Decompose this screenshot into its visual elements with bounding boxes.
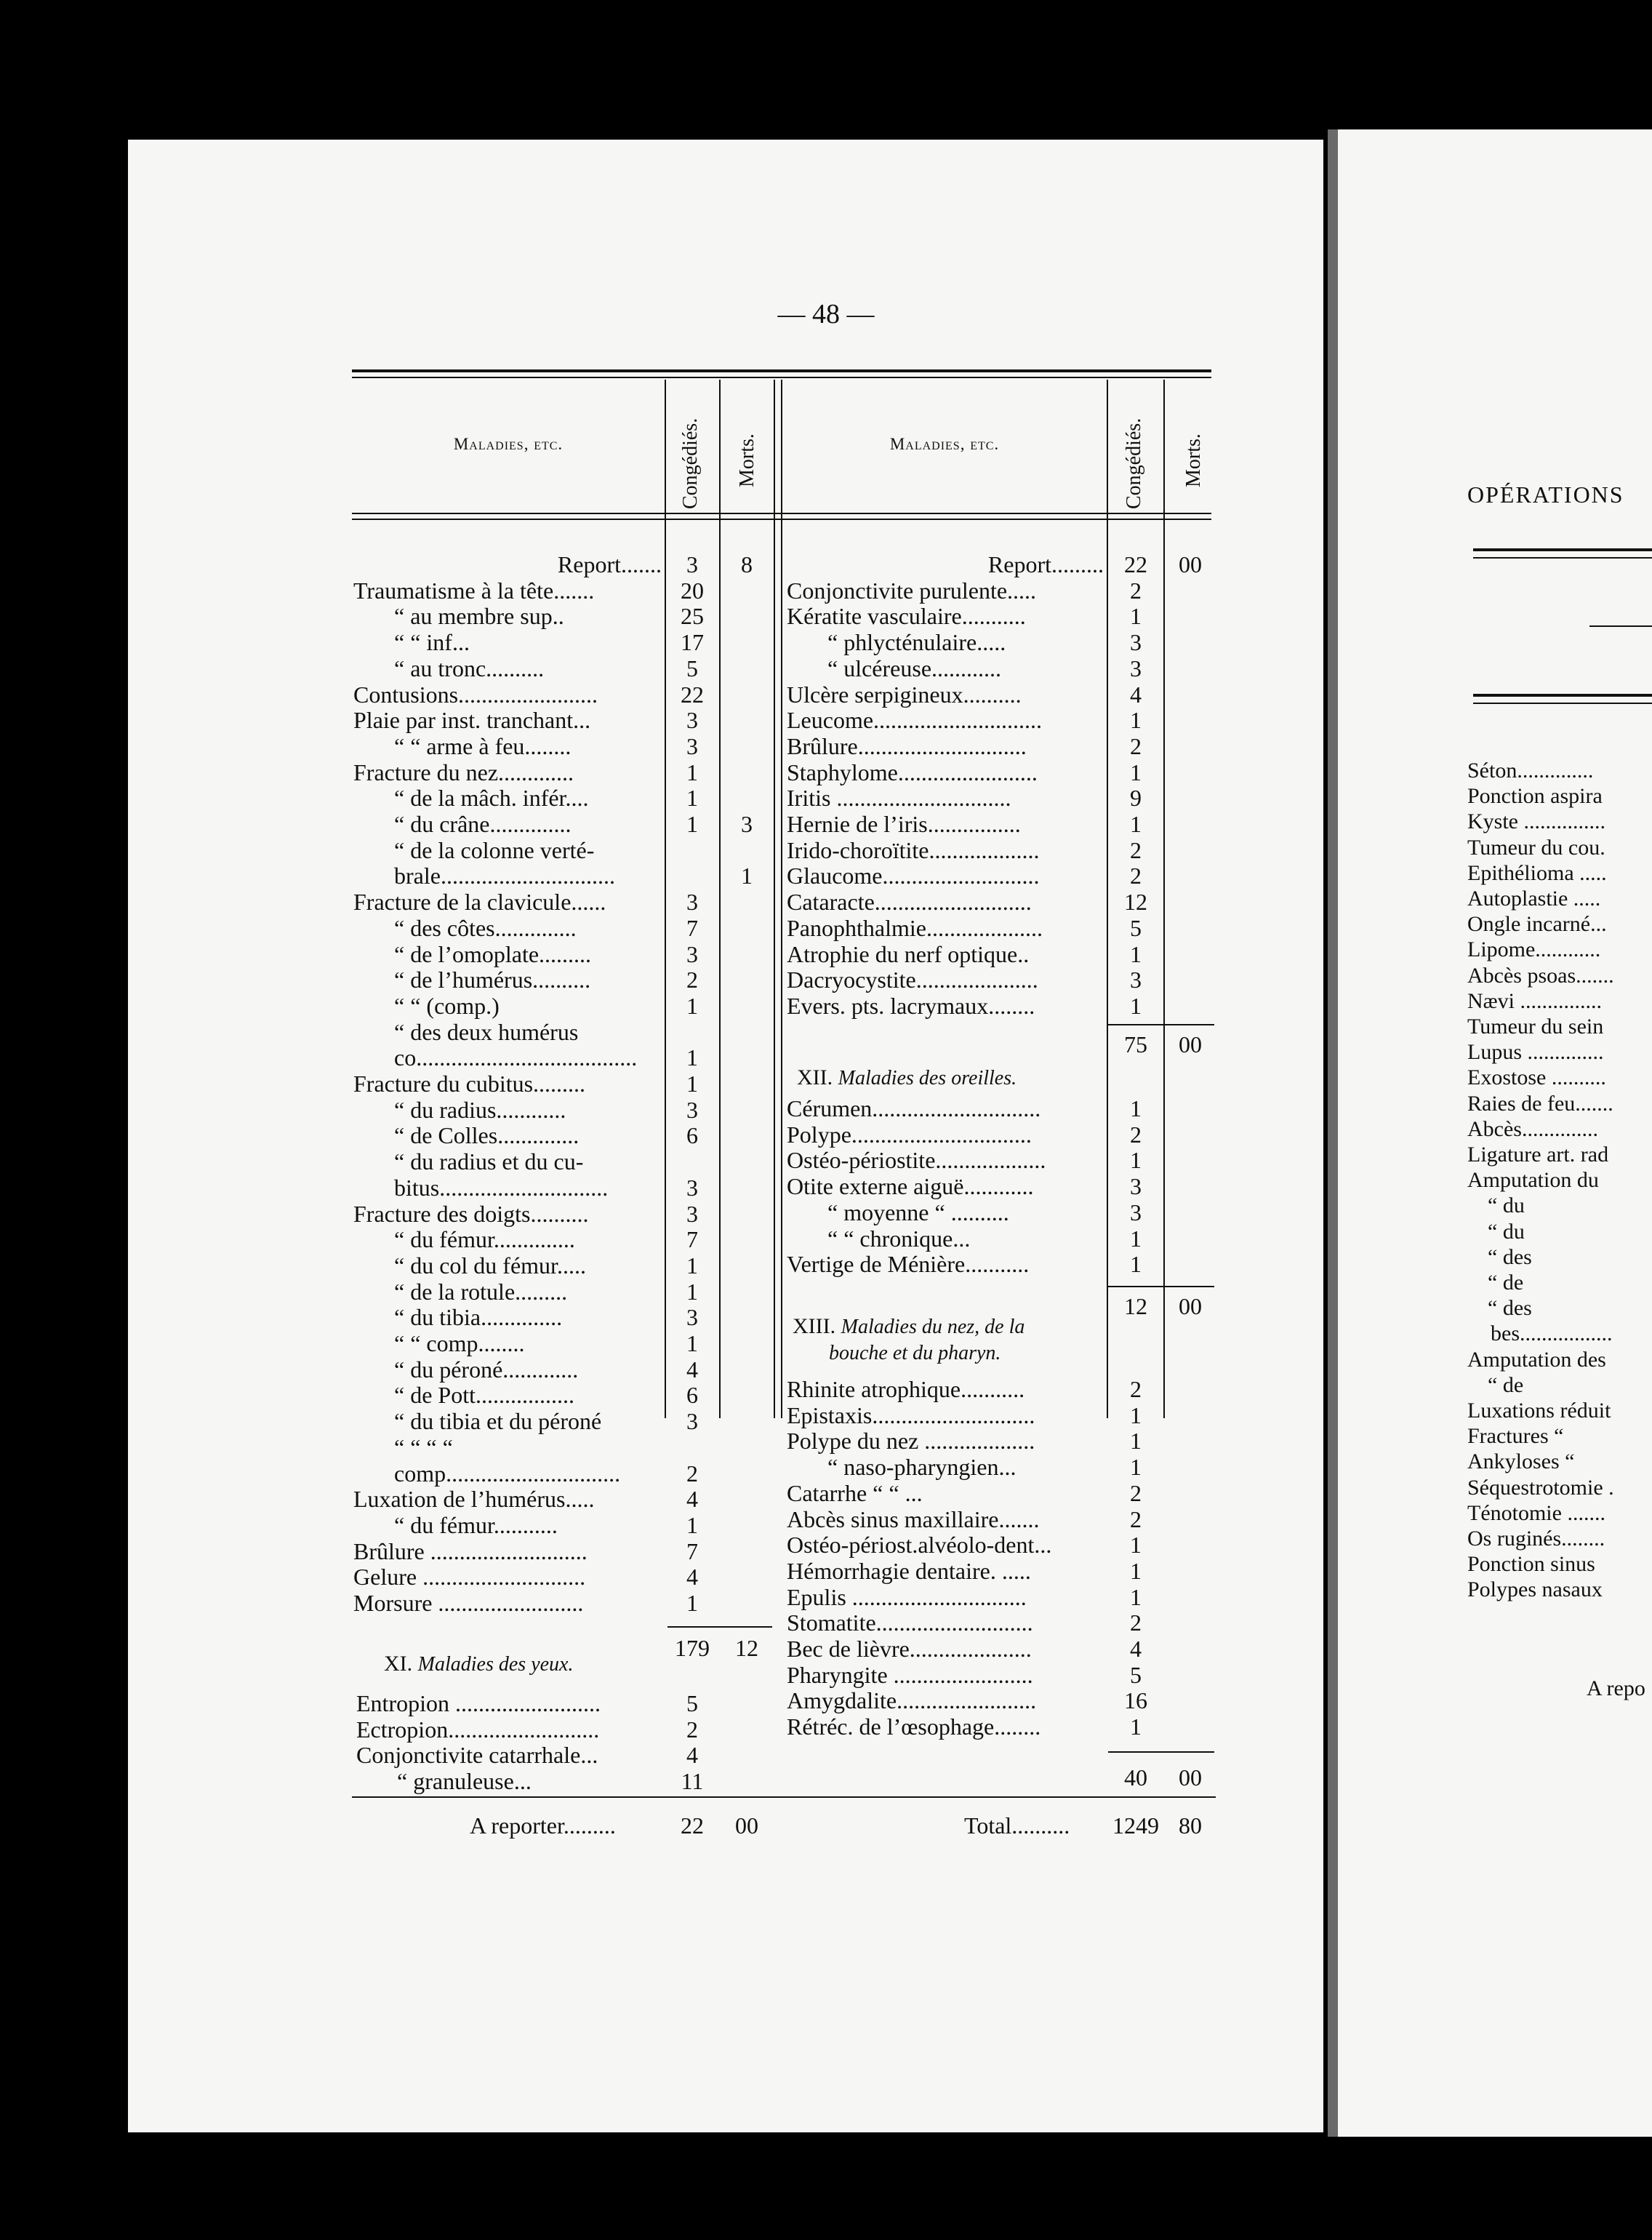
row-discharged: 12 (1124, 889, 1147, 916)
section-xii-label: Maladies des oreilles. (838, 1067, 1017, 1089)
row-discharged: 2 (1130, 1505, 1142, 1532)
row-label: Pharyngite ........................ (787, 1661, 1033, 1688)
row-discharged: 2 (1130, 863, 1142, 889)
section-xiii-title-line2 (829, 1340, 1001, 1367)
row-label: “ de la rotule......... (394, 1278, 568, 1305)
facing-rule-1 (1473, 548, 1652, 551)
facing-row: Ténotomie ....... (1467, 1500, 1605, 1525)
row-label: “ du col du fémur..... (394, 1252, 586, 1279)
facing-row: Polypes nasaux (1467, 1577, 1603, 1602)
facing-row: Raies de feu....... (1467, 1091, 1613, 1116)
table-row (0, 1121, 1652, 1148)
row-label: “ “ comp........ (394, 1330, 525, 1356)
row-discharged: 2 (686, 1460, 698, 1487)
row-label: “ du péroné............. (394, 1356, 579, 1383)
table-row (0, 1609, 1652, 1636)
facing-row: “ du (1488, 1219, 1525, 1244)
section-xi-number: XI. (384, 1652, 413, 1676)
row-discharged: 1 (686, 1330, 698, 1356)
header-rule-top (352, 369, 1211, 372)
right-subtotal-a (0, 1031, 1652, 1057)
row-label: Rhinite atrophique........... (787, 1376, 1025, 1402)
row-label: Plaie par inst. tranchant... (353, 707, 591, 734)
row-discharged: 1 (686, 1044, 698, 1071)
facing-row: Amputation des (1467, 1347, 1606, 1372)
row-discharged: 1 (1130, 1713, 1142, 1740)
row-label: Fracture de la clavicule...... (353, 889, 606, 916)
table-row (0, 1584, 1652, 1610)
table-row (0, 1713, 1652, 1740)
table-row (0, 967, 1652, 993)
facing-row: Abcès.............. (1467, 1116, 1598, 1141)
table-row (0, 1199, 1652, 1225)
row-discharged: 3 (686, 707, 698, 734)
row-discharged: 2 (1130, 836, 1142, 863)
row-label: brale.............................. (394, 863, 615, 889)
right-subtotal-a-rule (1108, 1024, 1214, 1025)
row-discharged: 3 (686, 1096, 698, 1123)
row-discharged: 2 (1130, 732, 1142, 759)
facing-row: Tumeur du cou. (1467, 835, 1605, 860)
row-discharged: 22 (681, 681, 704, 708)
facing-row: Ankyloses “ (1467, 1449, 1575, 1474)
row-discharged: 3 (686, 1408, 698, 1435)
row-label: Gelure ............................ (353, 1564, 586, 1591)
row-label: Traumatisme à la tête....... (353, 577, 595, 604)
row-discharged: 3 (1130, 1173, 1142, 1200)
table-row (0, 629, 1652, 655)
right-subtotal-c-rule (1108, 1751, 1214, 1753)
row-discharged: 2 (686, 967, 698, 993)
right-subtotal-b-c: 12 (1124, 1293, 1147, 1319)
facing-row: “ du (1488, 1193, 1525, 1218)
row-label: “ des deux humérus (394, 1018, 579, 1045)
row-label: “ du tibia.............. (394, 1304, 563, 1331)
table-row (0, 655, 1652, 681)
right-subtotal-b (0, 1293, 1652, 1319)
left-header-deaths: Morts. (736, 433, 758, 487)
row-discharged: 7 (686, 1537, 698, 1564)
row-label: Ostéo-périostite................... (787, 1147, 1046, 1174)
row-label: Ulcère serpigineux.......... (787, 681, 1022, 708)
facing-row: Lupus .............. (1467, 1040, 1604, 1065)
row-label: comp.............................. (394, 1460, 621, 1487)
row-label: “ ulcéreuse............ (827, 655, 1002, 681)
row-discharged: 1 (1130, 1225, 1142, 1252)
table-row (0, 1147, 1652, 1173)
left-subtotal-c: 179 (675, 1635, 710, 1661)
right-subtotal-c-c: 40 (1124, 1764, 1147, 1791)
row-deaths: 1 (741, 863, 753, 889)
row-label: “ naso-pharyngien... (827, 1454, 1017, 1481)
row-label: Fracture du cubitus......... (353, 1071, 586, 1097)
row-discharged: 1 (1130, 1557, 1142, 1584)
facing-row: Ligature art. rad (1467, 1143, 1609, 1167)
row-discharged: 4 (686, 1564, 698, 1591)
row-discharged: 6 (686, 1122, 698, 1149)
row-label: Glaucome........................... (787, 863, 1040, 889)
row-label: Epulis .............................. (787, 1583, 1027, 1610)
row-discharged: 7 (686, 914, 698, 941)
row-discharged: 16 (1124, 1687, 1147, 1714)
row-label: “ du radius et du cu- (394, 1148, 584, 1175)
facing-row: Ongle incarné... (1467, 912, 1607, 937)
row-label: Cataracte........................... (787, 889, 1032, 916)
row-discharged: 2 (1130, 577, 1142, 604)
row-discharged: 3 (1130, 629, 1142, 656)
row-label: Kératite vasculaire........... (787, 603, 1026, 630)
row-label: Polype............................... (787, 1121, 1032, 1148)
row-discharged: 3 (686, 551, 698, 577)
table-row (0, 1454, 1652, 1480)
row-label: “ du fémur........... (394, 1511, 558, 1538)
right-footer (0, 1812, 1652, 1839)
row-label: Report......... (987, 551, 1104, 577)
table-row (0, 837, 1652, 863)
row-label: Rétréc. de l’œsophage........ (787, 1713, 1041, 1740)
row-discharged: 3 (686, 940, 698, 967)
row-discharged: 4 (686, 1486, 698, 1513)
row-discharged: 3 (686, 1174, 698, 1201)
row-discharged: 4 (686, 1742, 698, 1769)
page-number: — 48 — (777, 299, 875, 329)
section-xiii-label: Maladies du nez, de la (841, 1316, 1025, 1338)
facing-row: Fractures “ (1467, 1424, 1564, 1449)
row-discharged: 1 (1130, 992, 1142, 1019)
table-row (0, 1251, 1652, 1277)
row-label: Fracture des doigts.......... (353, 1200, 589, 1227)
table-row (0, 1095, 1652, 1121)
row-discharged: 1 (1130, 759, 1142, 785)
row-discharged: 3 (1130, 967, 1142, 993)
facing-rule-3 (1589, 625, 1652, 627)
facing-row: Amputation du (1467, 1168, 1599, 1193)
row-label: “ du crâne.............. (394, 811, 572, 837)
facing-rule-2 (1473, 557, 1652, 559)
row-label: Ostéo-périost.alvéolo-dent... (787, 1532, 1052, 1559)
table-row (0, 733, 1652, 759)
row-discharged: 1 (686, 759, 698, 785)
row-label: Polype du nez ................... (787, 1428, 1035, 1455)
row-discharged: 1 (1130, 940, 1142, 967)
table-row (0, 941, 1652, 967)
row-label: Fracture du nez............. (353, 759, 574, 785)
facing-row: Lipome............ (1467, 937, 1601, 962)
table-row (0, 1532, 1652, 1558)
row-label: Irido-choroïtite................... (787, 836, 1040, 863)
facing-row: “ des (1488, 1296, 1532, 1321)
table-row (0, 1687, 1652, 1713)
row-label: “ de Colles.............. (394, 1122, 580, 1149)
row-discharged: 2 (1130, 1376, 1142, 1402)
row-label: Atrophie du nerf optique.. (787, 940, 1030, 967)
right-subtotal-b-rule (1108, 1286, 1214, 1287)
facing-row: “ de (1488, 1372, 1524, 1397)
row-label: “ “ inf... (394, 629, 470, 656)
row-label: bitus............................. (394, 1174, 609, 1201)
row-discharged: 11 (681, 1768, 704, 1795)
row-label: Report....... (557, 551, 662, 577)
row-discharged: 4 (1130, 681, 1142, 708)
table-row (0, 811, 1652, 837)
left-subtotal-m: 12 (735, 1635, 758, 1661)
row-label: “ “ (comp.) (394, 992, 500, 1019)
facing-row: bes................. (1491, 1321, 1613, 1346)
facing-rule-4 (1473, 694, 1652, 697)
facing-row: Séton.............. (1467, 759, 1594, 783)
row-discharged: 3 (686, 732, 698, 759)
row-label: Staphylome........................ (787, 759, 1038, 785)
table-row (0, 551, 1652, 577)
facing-page-footer: A repo (1587, 1676, 1645, 1700)
row-discharged: 5 (686, 1690, 698, 1716)
row-label: co...................................... (394, 1044, 638, 1071)
row-discharged: 25 (681, 603, 704, 630)
facing-row: Tumeur du sein (1467, 1015, 1604, 1039)
right-footer-label: Total.......... (964, 1812, 1070, 1839)
row-label: Ectropion.......................... (356, 1716, 600, 1743)
row-label: Bec de lièvre..................... (787, 1636, 1032, 1662)
right-header-label: Maladies, etc. (889, 435, 1000, 453)
row-label: Brûlure............................. (787, 732, 1027, 759)
facing-row: Kyste ............... (1467, 809, 1605, 834)
facing-row: “ des (1488, 1244, 1532, 1269)
row-discharged: 3 (686, 889, 698, 916)
row-label: “ des côtes.............. (394, 914, 577, 941)
row-discharged: 1 (686, 992, 698, 1019)
table-row (0, 889, 1652, 915)
table-row (0, 1662, 1652, 1688)
section-xii-title (797, 1065, 1017, 1092)
row-label: Stomatite........................... (787, 1609, 1033, 1636)
section-xi-label: Maladies des yeux. (417, 1653, 574, 1676)
row-label: “ du tibia et du péroné (394, 1408, 602, 1435)
row-label: Morsure ......................... (353, 1590, 584, 1616)
row-label: Brûlure ........................... (353, 1537, 588, 1564)
row-discharged: 2 (1130, 1479, 1142, 1506)
left-footer-c: 22 (681, 1812, 704, 1839)
section-xiii-number: XIII. (793, 1314, 836, 1338)
right-footer-m: 80 (1179, 1812, 1202, 1839)
table-row (0, 577, 1652, 604)
right-header-deaths: Morts. (1182, 433, 1205, 487)
row-discharged: 1 (686, 1278, 698, 1305)
row-label: Epistaxis............................ (787, 1401, 1035, 1428)
row-label: Conjonctivite catarrhale... (356, 1742, 598, 1769)
facing-row: “ de (1488, 1271, 1524, 1295)
table-row (0, 1480, 1652, 1506)
table-row (0, 681, 1652, 708)
left-footer-m: 00 (735, 1812, 758, 1839)
row-label: Otite externe aiguë............ (787, 1173, 1034, 1200)
right-subtotal-c-m: 00 (1179, 1764, 1202, 1791)
row-discharged: 1 (1130, 1401, 1142, 1428)
row-discharged: 1 (686, 1071, 698, 1097)
facing-page-heading: OPÉRATIONS (1467, 481, 1624, 508)
row-discharged: 5 (1130, 914, 1142, 941)
row-label: “ “ chronique... (827, 1225, 971, 1252)
row-discharged: 5 (686, 655, 698, 681)
row-discharged: 6 (686, 1382, 698, 1409)
row-discharged: 3 (1130, 655, 1142, 681)
row-label: “ de la colonne verté- (394, 836, 595, 863)
right-subtotal-a-c: 75 (1124, 1031, 1147, 1057)
row-label: “ de la mâch. infér.... (394, 785, 589, 812)
table-row (0, 1428, 1652, 1454)
row-discharged: 2 (686, 1716, 698, 1743)
right-footer-c: 1249 (1112, 1812, 1159, 1839)
right-subtotal-b-m: 00 (1179, 1293, 1202, 1319)
table-row (0, 1376, 1652, 1402)
table-row (0, 993, 1652, 1019)
row-label: Vertige de Ménière........... (787, 1251, 1030, 1278)
right-subtotal-c (0, 1764, 1652, 1791)
table-row (0, 915, 1652, 941)
row-discharged: 1 (1130, 1251, 1142, 1278)
row-label: “ de l’humérus.......... (394, 967, 591, 993)
row-discharged: 4 (686, 1356, 698, 1383)
row-discharged: 1 (1130, 1454, 1142, 1481)
row-discharged: 1 (686, 1252, 698, 1279)
row-discharged: 22 (1124, 551, 1147, 577)
row-deaths: 00 (1179, 551, 1202, 577)
row-label: “ moyenne “ .......... (827, 1199, 1009, 1225)
row-discharged: 2 (1130, 1609, 1142, 1636)
row-label: Luxation de l’humérus..... (353, 1486, 595, 1513)
table-row (0, 785, 1652, 811)
table-row (0, 707, 1652, 733)
table-row (0, 1558, 1652, 1584)
row-discharged: 1 (686, 1511, 698, 1538)
table-row (0, 1402, 1652, 1428)
table-row (0, 759, 1652, 785)
row-label: Iritis .............................. (787, 785, 1011, 812)
facing-row: Abcès psoas....... (1467, 963, 1614, 988)
row-label: “ “ “ “ (394, 1433, 453, 1460)
facing-row: Epithélioma ..... (1467, 860, 1607, 885)
section-xii-number: XII. (797, 1065, 833, 1089)
row-label: Catarrhe “ “ ... (787, 1479, 923, 1506)
row-discharged: 3 (686, 1200, 698, 1227)
row-discharged: 1 (1130, 603, 1142, 630)
row-label: Evers. pts. lacrymaux........ (787, 992, 1035, 1019)
left-footer-label: A reporter......... (470, 1812, 616, 1839)
row-label: Dacryocystite..................... (787, 967, 1038, 993)
row-label: Panophthalmie.................... (787, 914, 1043, 941)
facing-row: Luxations réduit (1467, 1399, 1611, 1423)
row-discharged: 9 (1130, 785, 1142, 812)
row-discharged: 5 (1130, 1661, 1142, 1688)
row-discharged: 7 (686, 1226, 698, 1253)
row-label: Entropion ......................... (356, 1690, 601, 1716)
facing-rule-5 (1473, 703, 1652, 704)
facing-row: Ponction aspira (1467, 784, 1603, 809)
row-discharged: 4 (1130, 1636, 1142, 1662)
row-discharged: 1 (1130, 1532, 1142, 1559)
table-row (0, 1506, 1652, 1532)
row-discharged: 1 (1130, 1428, 1142, 1455)
table-row (0, 603, 1652, 629)
facing-row: Ponction sinus (1467, 1552, 1595, 1577)
row-discharged: 20 (681, 577, 704, 604)
row-discharged: 1 (686, 1590, 698, 1616)
row-discharged: 1 (1130, 1583, 1142, 1610)
facing-row: Nævi ............... (1467, 988, 1603, 1013)
row-label: “ de Pott................. (394, 1382, 574, 1409)
row-label: “ phlycténulaire..... (827, 629, 1006, 656)
footer-rule (352, 1796, 1216, 1798)
row-discharged: 1 (686, 785, 698, 812)
row-label: “ de l’omoplate......... (394, 940, 592, 967)
row-label: Hémorrhagie dentaire. ..... (787, 1557, 1031, 1584)
row-discharged: 17 (681, 629, 704, 656)
section-xiii-label-2: bouche et du pharyn. (829, 1342, 1001, 1364)
row-discharged: 1 (686, 811, 698, 837)
row-discharged: 1 (1130, 1147, 1142, 1174)
row-label: Leucome............................. (787, 707, 1043, 734)
facing-row: Exostose .......... (1467, 1065, 1606, 1090)
right-header-discharged: Congédiés. (1123, 417, 1145, 509)
left-header-label: Maladies, etc. (453, 435, 564, 453)
row-label: “ au membre sup.. (394, 603, 564, 630)
facing-row: Os ruginés........ (1467, 1527, 1605, 1551)
header-rule-top-2 (352, 377, 1211, 378)
row-discharged: 2 (1130, 1121, 1142, 1148)
row-discharged: 1 (1130, 1095, 1142, 1121)
row-discharged: 1 (1130, 811, 1142, 837)
table-row (0, 1173, 1652, 1199)
row-label: Abcès sinus maxillaire....... (787, 1505, 1040, 1532)
row-discharged: 1 (1130, 707, 1142, 734)
row-label: Cérumen............................. (787, 1095, 1041, 1121)
facing-row: Séquestrotomie . (1467, 1475, 1614, 1500)
row-deaths: 3 (741, 811, 753, 837)
row-discharged: 3 (1130, 1199, 1142, 1225)
row-discharged: 3 (686, 1304, 698, 1331)
row-label: Amygdalite........................ (787, 1687, 1037, 1714)
facing-row: Autoplastie ..... (1467, 887, 1601, 911)
row-label: “ au tronc.......... (394, 655, 545, 681)
row-label: Hernie de l’iris................ (787, 811, 1021, 837)
row-label: “ du radius............ (394, 1096, 566, 1123)
left-header-discharged: Congédiés. (679, 417, 702, 509)
row-label: “ granuleuse... (397, 1768, 532, 1795)
table-row (0, 1225, 1652, 1252)
row-label: “ “ arme à feu........ (394, 732, 572, 759)
left-subtotal (0, 1635, 1652, 1661)
row-label: Contusions........................ (353, 681, 598, 708)
left-subtotal-rule (667, 1626, 772, 1628)
right-subtotal-a-m: 00 (1179, 1031, 1202, 1057)
row-label: Conjonctivite purulente..... (787, 577, 1037, 604)
table-row (0, 863, 1652, 889)
row-deaths: 8 (741, 551, 753, 577)
row-label: “ du fémur.............. (394, 1226, 575, 1253)
